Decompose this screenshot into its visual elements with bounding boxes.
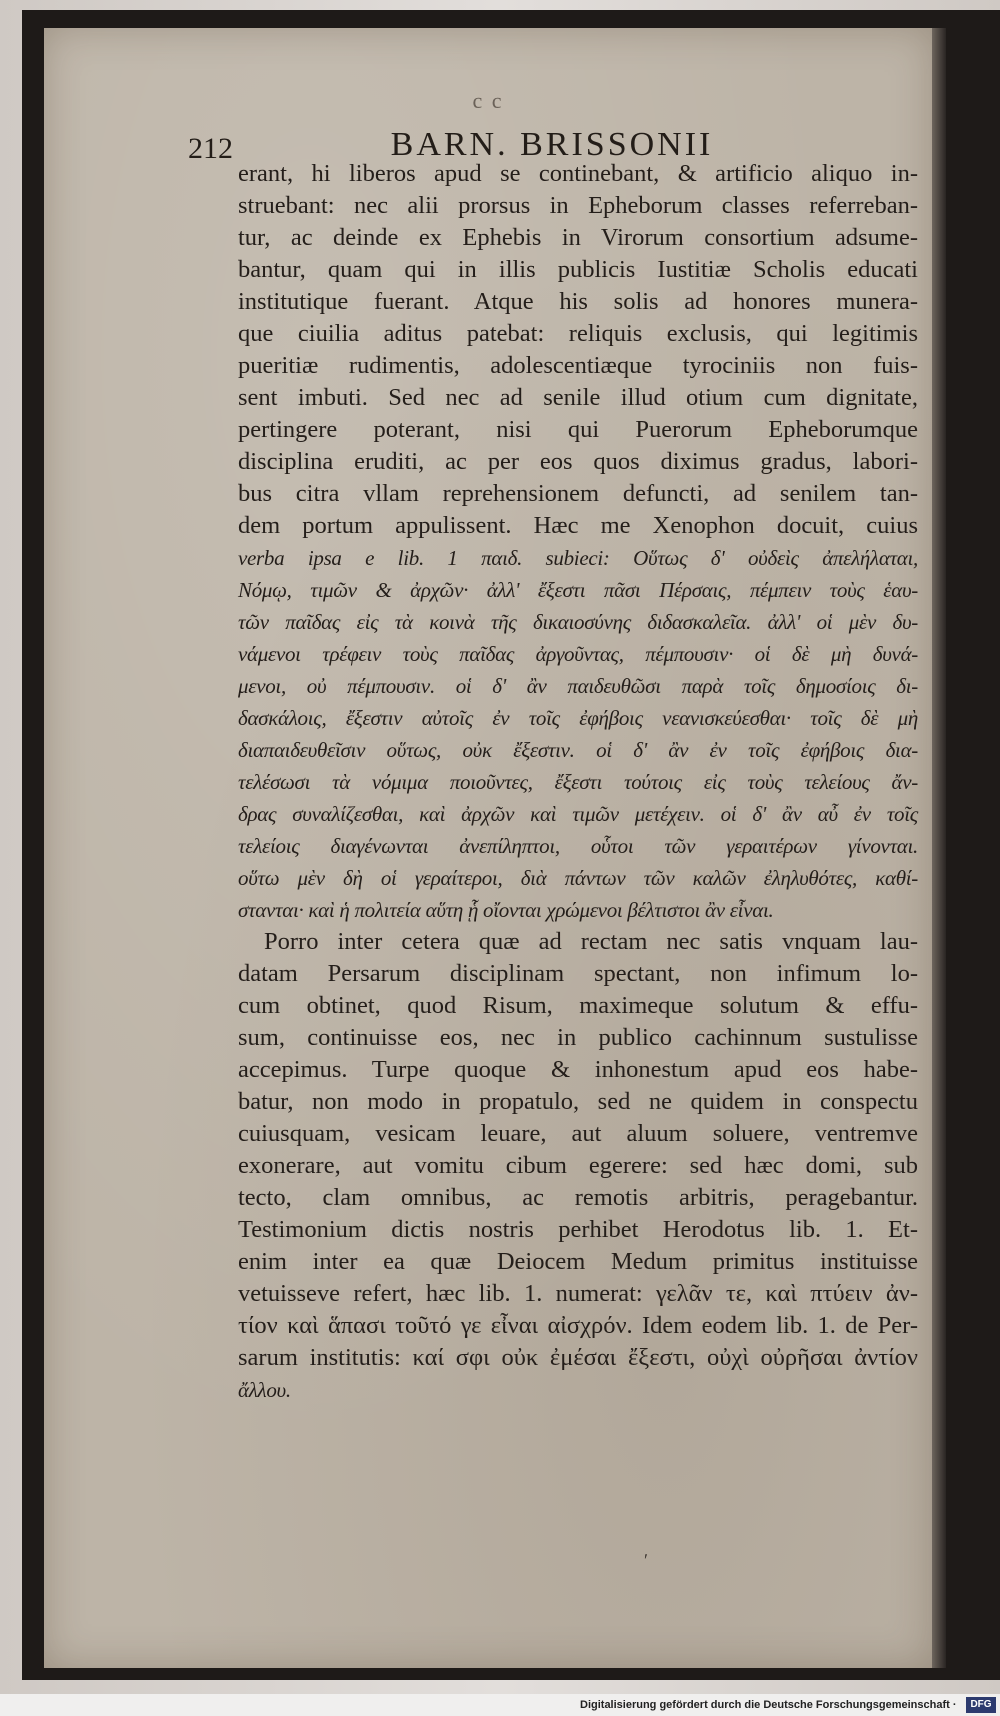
body-text [238, 158, 918, 1406]
text-line: τίον καὶ ἅπασι τοῦτό γε εἶναι αἰσχρόν. Idem eodem lib. 1. de Per- [238, 1312, 918, 1339]
page-header [188, 108, 916, 164]
ink-mark: ʹ [644, 1550, 648, 1570]
text-line: tur, ac deinde ex Ephebis in Virorum consortium adsume- [238, 224, 918, 251]
text-line: exonerare, aut vomitu cibum egerere: sed hæc domi, sub [238, 1152, 918, 1179]
text-line: enim inter ea quæ Deiocem Medum primitus instituisse [238, 1248, 918, 1275]
text-line: cum obtinet, quod Risum, maximeque solutum & effu- [238, 992, 918, 1019]
text-line: verba ipsa e lib. 1 παιδ. subieci: Οὕτως δ' οὐδεὶς ἀπελήλαται, [238, 546, 918, 570]
text-line: que ciuilia aditus patebat: reliquis exclusis, qui legitimis [238, 320, 918, 347]
text-line: batur, non modo in propatulo, sed ne quidem in conspectu [238, 1088, 918, 1115]
text-line: vetuisseve refert, hæc lib. 1. numerat: γελᾶν τε, καὶ πτύειν ἀν- [238, 1280, 918, 1307]
text-line: tecto, clam omnibus, ac remotis arbitris, peragebantur. [238, 1184, 918, 1211]
text-line: δρας συναλίζεσθαι, καὶ ἀρχῶν καὶ τιμῶν μετέχειν. οἱ δ' ἂν αὖ ἐν τοῖς [238, 802, 918, 826]
text-line: τῶν παῖδας εἰς τὰ κοινὰ τῆς δικαιοσύνης διδασκαλεῖα. ἀλλ' οἱ μὲν δυ- [238, 610, 918, 634]
text-line: sarum institutis: καί σφι οὐκ ἐμέσαι ἔξεστι, οὐχὶ οὐρῆσαι ἀντίον [238, 1344, 918, 1371]
text-line: erant, hi liberos apud se continebant, & artificio aliquo in- [238, 160, 918, 187]
text-line: datam Persarum disciplinam spectant, non infimum lo- [238, 960, 918, 987]
text-line: disciplina eruditi, ac per eos quos diximus gradus, labori- [238, 448, 918, 475]
catchmark: c c [472, 88, 504, 113]
text-line: μενοι, οὐ πέμπουσιν. οἱ δ' ἂν παιδευθῶσι παρὰ τοῖς δημοσίοις δι- [238, 674, 918, 698]
running-head: BARN. BRISSONII [390, 126, 714, 163]
footer-credit: Digitalisierung gefördert durch die Deutsche Forschungsgemeinschaft · [580, 1699, 957, 1711]
text-line: pueritiæ rudimentis, adolescentiæque tyrociniis non fuis- [238, 352, 918, 379]
text-line: νάμενοι τρέφειν τοὺς παῖδας ἀργοῦντας, πέμπουσιν· οἱ δὲ μὴ δυνά- [238, 642, 918, 666]
text-line: τελείοις διαγένωνται ἀνεπίληπτοι, οὗτοι τῶν γεραιτέρων γίνονται. [238, 834, 918, 858]
text-line: bus citra vllam reprehensionem defuncti, ad senilem tan- [238, 480, 918, 507]
text-line: δασκάλοις, ἔξεστιν αὐτοῖς ἐν τοῖς ἐφήβοις νεανισκεύεσθαι· τοῖς δὲ μὴ [238, 706, 918, 730]
text-line: Testimonium dictis nostris perhibet Herodotus lib. 1. Et- [238, 1216, 918, 1243]
text-line: struebant: nec alii prorsus in Epheborum classes referreban- [238, 192, 918, 219]
text-line: dem portum appulissent. Hæc me Xenophon docuit, cuius [238, 512, 918, 539]
text-line: pertingere poterant, nisi qui Puerorum Epheborumque [238, 416, 918, 443]
page-edge-shadow [932, 28, 946, 1668]
text-line: τελέσωσι τὰ νόμιμα ποιοῦντες, ἔξεστι τούτοις εἰς τοὺς τελείους ἄν- [238, 770, 918, 794]
page-number: 212 [188, 132, 233, 165]
text-line: cuiusquam, vesicam leuare, aut aluum soluere, ventremve [238, 1120, 918, 1147]
text-line: διαπαιδευθεῖσιν οὕτως, οὐκ ἔξεστιν. οἱ δ' ἂν ἐν τοῖς ἐφήβοις δια- [238, 738, 918, 762]
text-line: sent imbuti. Sed nec ad senile illud otium cum dignitate, [238, 384, 918, 411]
text-line: sum, continuisse eos, nec in publico cachinnum sustulisse [238, 1024, 918, 1051]
dfg-logo-icon: DFG [966, 1697, 996, 1713]
text-line: Νόμῳ, τιμῶν & ἀρχῶν· ἀλλ' ἔξεστι πᾶσι Πέρσαις, πέμπειν τοὺς ἑαυ- [238, 578, 918, 602]
text-line: ἄλλου. [238, 1378, 291, 1402]
text-line: στανται· καὶ ἡ πολιτεία αὕτη ᾗ οἴονται χρώμενοι βέλτιστοι ἂν εἶναι. [238, 898, 774, 922]
text-line: Porro inter cetera quæ ad rectam nec satis vnquam lau- [264, 928, 918, 955]
text-line: accepimus. Turpe quoque & inhonestum apud eos habe- [238, 1056, 918, 1083]
text-line: οὕτω μὲν δὴ οἱ γεραίτεροι, διὰ πάντων τῶν καλῶν ἐληλυθότες, καθί- [238, 866, 918, 890]
text-line: bantur, quam qui in illis publicis Iustitiæ Scholis educati [238, 256, 918, 283]
text-line: institutique fuerant. Atque his solis ad honores munera- [238, 288, 918, 315]
